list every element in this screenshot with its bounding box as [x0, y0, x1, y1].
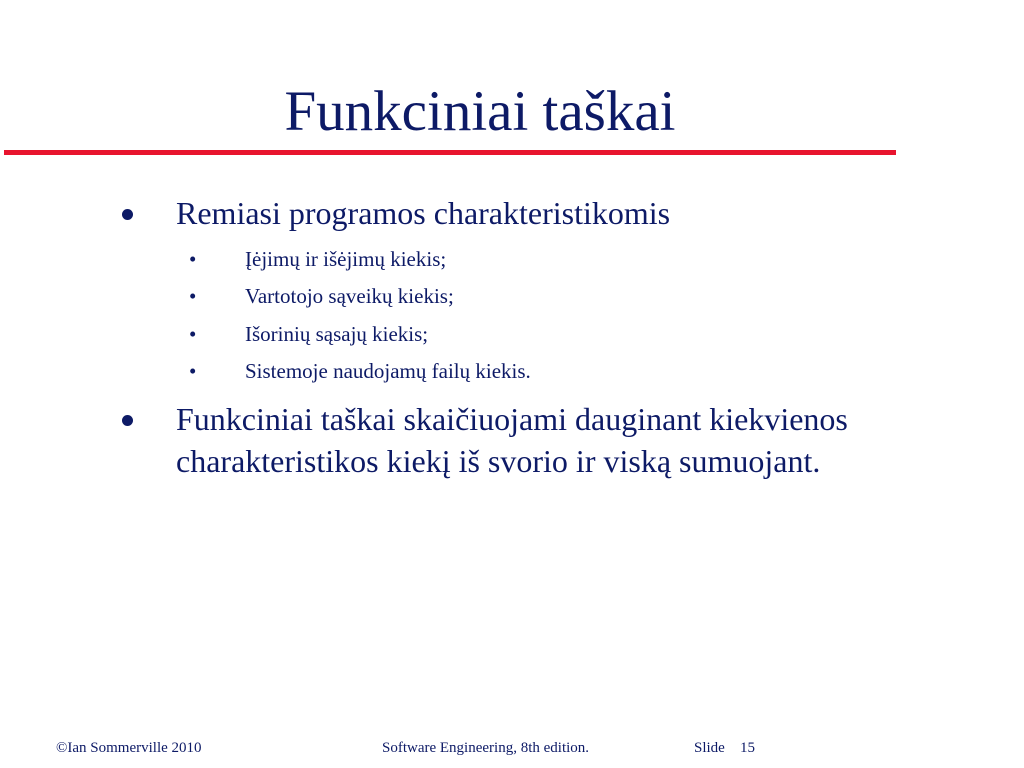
- sub-bullet-marker: •: [189, 359, 197, 383]
- footer-copyright: ©Ian Sommerville 2010: [56, 740, 202, 756]
- footer-slide-number: 15: [740, 740, 755, 756]
- sub-bullet-text: Įėjimų ir išėjimų kiekis;: [245, 247, 447, 271]
- sub-bullet-marker: •: [189, 284, 197, 308]
- sub-bullet-item: [189, 358, 531, 384]
- footer-slide-label: Slide: [694, 740, 725, 756]
- sub-bullet-text: Vartotojo sąveikų kiekis;: [245, 284, 454, 308]
- title-underline: [4, 150, 896, 155]
- bullet-item: [176, 398, 916, 482]
- bullet-dot-icon: [122, 415, 133, 426]
- bullet-dot-icon: [122, 209, 133, 220]
- sub-bullet-item: [189, 283, 454, 309]
- sub-bullet-item: [189, 321, 429, 347]
- sub-bullet-text: Išorinių sąsajų kiekis;: [245, 322, 429, 346]
- sub-bullet-marker: •: [189, 247, 197, 271]
- sub-bullet-item: [189, 246, 447, 272]
- footer-book-title: Software Engineering, 8th edition.: [382, 740, 590, 756]
- bullet-item: [176, 192, 916, 234]
- bullet-text: Funkciniai taškai skaičiuojami dauginant kiekvienos charakteristikos kiekį iš svorio ir viską sumuojant.: [176, 401, 848, 479]
- sub-bullet-text: Sistemoje naudojamų failų kiekis.: [245, 359, 531, 383]
- sub-bullet-marker: •: [189, 322, 197, 346]
- slide-title: Funkciniai taškai: [284, 80, 676, 143]
- bullet-text: Remiasi programos charakteristikomis: [176, 195, 671, 231]
